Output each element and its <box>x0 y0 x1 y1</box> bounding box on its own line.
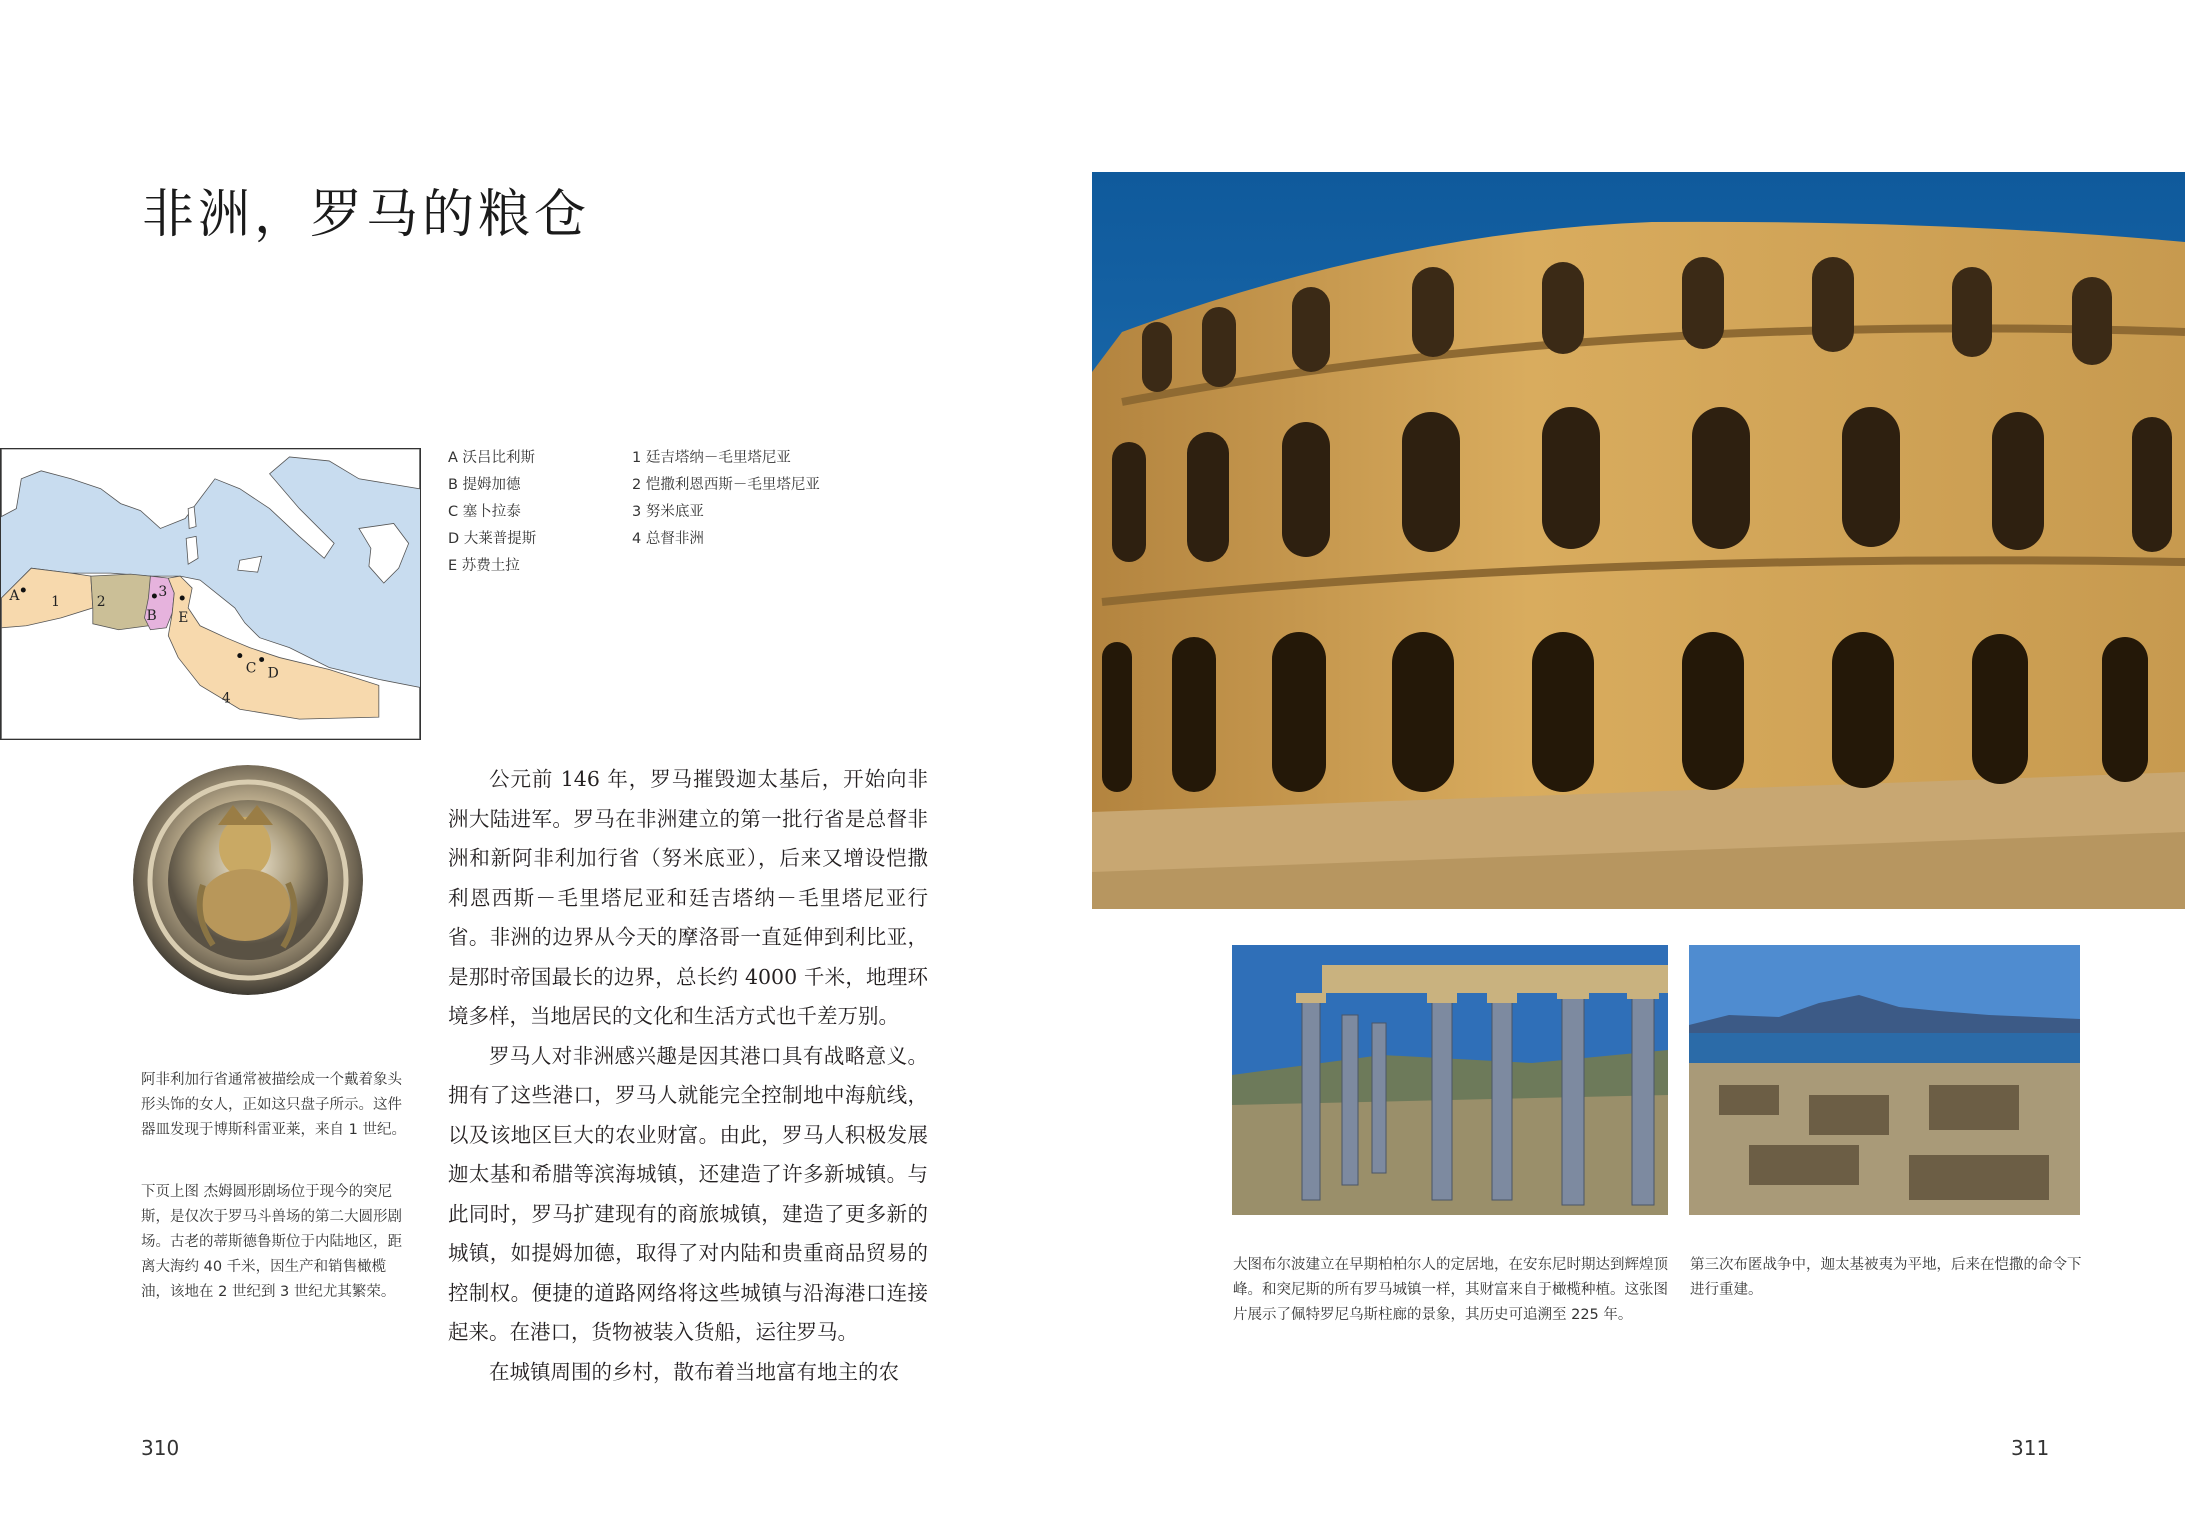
carthage-ruins-image <box>1689 945 2080 1215</box>
columns-caption: 大图布尔波建立在早期柏柏尔人的定居地，在安东尼时期达到辉煌顶峰。和突尼斯的所有罗马城镇一样，其财富来自于橄榄种植。这张图片展示了佩特罗尼乌斯柱廊的景象，其历史可追溯至 225 年。 <box>1233 1257 1668 1323</box>
map-label-e: E <box>178 609 189 626</box>
legend-item: 3 努米底亚 <box>632 504 704 520</box>
map-label-a: A <box>9 587 20 604</box>
legend-item: A 沃吕比利斯 <box>448 450 536 466</box>
legend-item: C 塞卜拉泰 <box>448 504 521 520</box>
legend-item: D 大莱普提斯 <box>448 531 537 547</box>
map-label-4: 4 <box>221 690 231 707</box>
legend-item: 1 廷吉塔纳－毛里塔尼亚 <box>632 450 791 466</box>
legend-item: 2 恺撒利恩西斯－毛里塔尼亚 <box>632 477 820 493</box>
silver-plate-image <box>133 765 363 995</box>
legend-item: 4 总督非洲 <box>632 531 704 547</box>
roman-africa-map <box>0 448 421 740</box>
plate-caption: 阿非利加行省通常被描绘成一个戴着象头形头饰的女人，正如这只盘子所示。这件器皿发现于博斯科雷亚莱，来自 1 世纪。 <box>141 1072 406 1138</box>
page-number-left: 310 <box>141 1436 180 1460</box>
legend-item: B 提姆加德 <box>448 477 521 493</box>
legend-item: E 苏费土拉 <box>448 558 520 574</box>
page-title: 非洲，罗马的粮仓 <box>142 185 591 245</box>
body-paragraph: 罗马人对非洲感兴趣是因其港口具有战略意义。拥有了这些港口，罗马人就能完全控制地中海航线，以及该地区巨大的农业财富。由此，罗马人积极发展迦太基和希腊等滨海城镇，还建造了许多新城镇。与此同时，罗马扩建现有的商旅城镇，建造了更多新的城镇，如提姆加德，取得了对内陆和贵重商品贸易的控制权。便捷的道路网络将这些城镇与沿海港口连接起来。在港口，货物被装入货船，运往罗马。 <box>448 1043 928 1344</box>
body-paragraph: 公元前 146 年，罗马摧毁迦太基后，开始向非洲大陆进军。罗马在非洲建立的第一批行省是总督非洲和新阿非利加行省（努米底亚），后来又增设恺撒利恩西斯－毛里塔尼亚和廷吉塔纳－毛里塔尼亚行省。非洲的边界从今天的摩洛哥一直延伸到利比亚，是那时帝国最长的边界，总长约 4000 千米，地理环境多样，当地居民的文化和生活方式也千差万别。 <box>448 767 928 1028</box>
map-label-b: B <box>146 607 157 624</box>
page-number-right: 311 <box>2011 1436 2050 1460</box>
map-legend-letters <box>448 445 536 580</box>
map-label-d: D <box>267 665 279 682</box>
map-legend-numbers <box>632 445 820 553</box>
map-label-3: 3 <box>158 583 168 600</box>
el-jem-amphitheater-image <box>1092 172 2185 909</box>
body-paragraph: 在城镇周围的乡村，散布着当地富有地主的农 <box>489 1359 899 1384</box>
map-label-c: C <box>245 660 257 677</box>
amphitheater-caption: 下页上图 杰姆圆形剧场位于现今的突尼斯，是仅次于罗马斗兽场的第二大圆形剧场。古老的蒂斯德鲁斯位于内陆地区，距离大海约 40 千米，因生产和销售橄榄油，该地在 2 世纪到 3 世纪尤其繁荣。 <box>141 1184 402 1300</box>
bulla-regia-columns-image <box>1232 945 1668 1215</box>
body-text <box>448 760 928 1392</box>
map-label-2: 2 <box>96 593 106 610</box>
carthage-caption: 第三次布匿战争中，迦太基被夷为平地，后来在恺撒的命令下进行重建。 <box>1690 1257 2082 1298</box>
map-label-1: 1 <box>51 593 60 610</box>
